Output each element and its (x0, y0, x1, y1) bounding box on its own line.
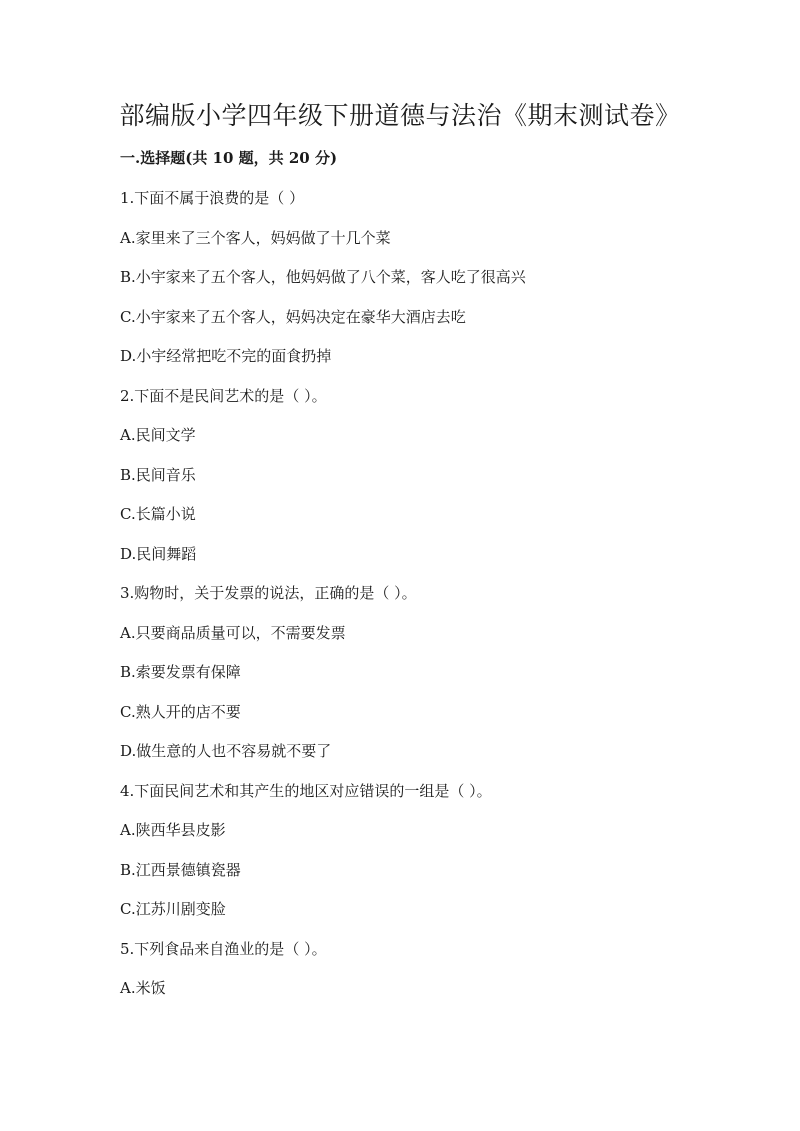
answer-option: C.江苏川剧变脸 (120, 900, 226, 918)
answer-option: B.江西景德镇瓷器 (120, 860, 241, 879)
section-header: 一.选择题(共 10 题，共 20 分) (120, 149, 338, 167)
question-stem: 4.下面民间艺术和其产生的地区对应错误的一组是（ ）。 (120, 781, 492, 800)
answer-option: A.民间文学 (120, 426, 196, 444)
answer-option: B.民间音乐 (120, 465, 196, 484)
answer-option: A.家里来了三个客人，妈妈做了十几个菜 (120, 228, 391, 247)
answer-option: A.米饭 (120, 979, 166, 997)
question-stem: 5.下列食品来自渔业的是（ ）。 (120, 939, 327, 958)
answer-option: C.小宇家来了五个客人，妈妈决定在豪华大酒店去吃 (120, 307, 466, 326)
answer-option: C.长篇小说 (120, 505, 196, 523)
page-title: 部编版小学四年级下册道德与法治《期末测试卷》 (119, 101, 681, 130)
answer-option: D.做生意的人也不容易就不要了 (120, 742, 332, 760)
question-list (120, 188, 720, 1018)
answer-option: D.民间舞蹈 (120, 544, 197, 563)
question-stem: 3.购物时，关于发票的说法，正确的是（ ）。 (120, 584, 417, 602)
question-stem: 1.下面不属于浪费的是（ ） (120, 189, 305, 207)
answer-option: A.陕西华县皮影 (120, 821, 226, 839)
answer-option: B.索要发票有保障 (120, 663, 241, 681)
answer-option: B.小宇家来了五个客人，他妈妈做了八个菜，客人吃了很高兴 (120, 268, 526, 286)
answer-option: A.只要商品质量可以，不需要发票 (120, 623, 346, 642)
answer-option: C.熟人开的店不要 (120, 702, 241, 721)
question-stem: 2.下面不是民间艺术的是（ ）。 (120, 386, 327, 405)
answer-option: D.小宇经常把吃不完的面食扔掉 (120, 347, 332, 365)
